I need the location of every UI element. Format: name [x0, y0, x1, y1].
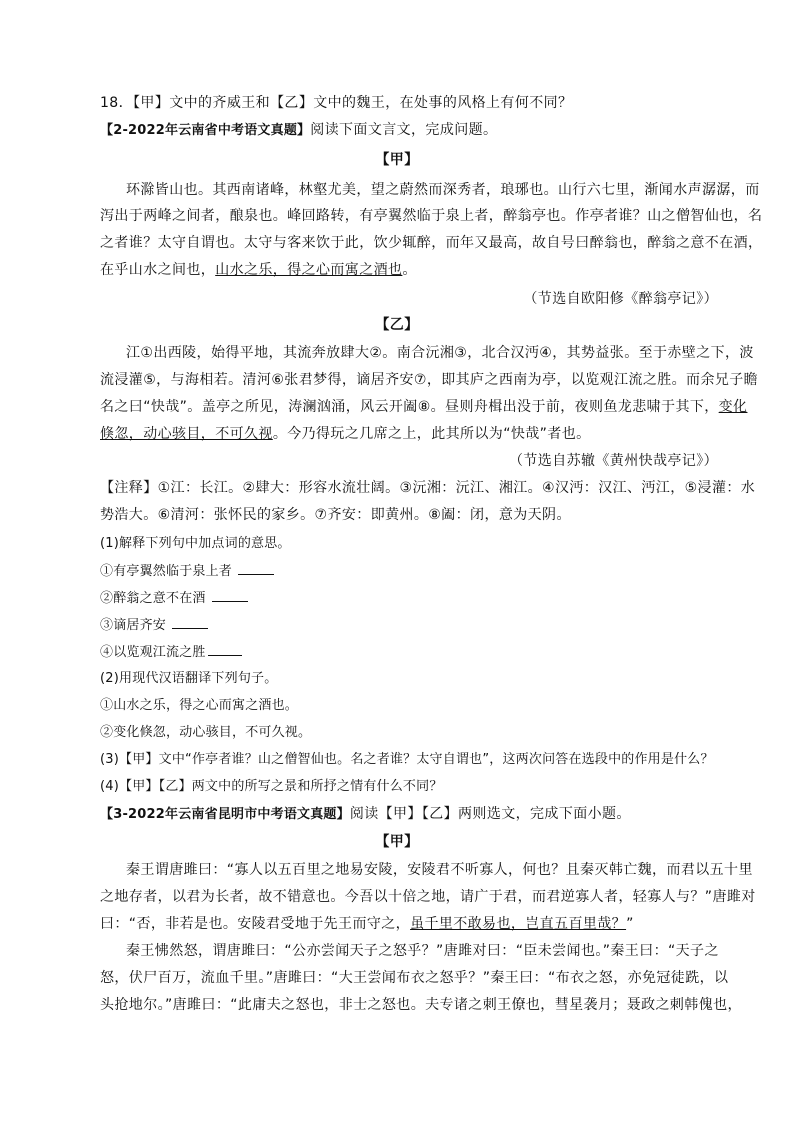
- yi-underlined-end: 倏忽，动心骇目，不可久视: [100, 426, 273, 442]
- yi-line-4-post: 。今乃得玩之几席之上，此其所以为“快哉”者也。: [272, 426, 591, 442]
- answer-blank[interactable]: [212, 589, 248, 602]
- section-3-header: [100, 805, 720, 824]
- notes-line-2: 势浩大。⑥清河：张怀民的家乡。⑦齐安：即黄州。⑧阖：闭，意为天阴。: [100, 507, 571, 523]
- p1-underlined-sentence: 虽千里不敢易也，岂直五百里哉？: [410, 916, 627, 932]
- subquestion-2-item-1: ①山水之乐，得之心而寓之酒也。: [100, 698, 299, 713]
- item-text: ③谪居齐安: [100, 618, 167, 633]
- jia-title-3: 【甲】: [375, 834, 419, 850]
- item-text: ④以览观江流之胜: [100, 645, 206, 660]
- jia-line-2: 泻出于两峰之间者，酿泉也。峰回路转，有亭翼然临于泉上者，醉翁亭也。作亭者谁？山之僧智仙也，名: [100, 208, 763, 224]
- subquestion-1: (1)解释下列句中加点词的意思。: [100, 536, 291, 551]
- item-text: ①有亭翼然临于泉上者: [100, 564, 233, 579]
- subquestion-3: (3)【甲】文中“作亭者谁？山之僧智仙也。名之者谁？太守自谓也”，这两次问答在选段中的作用是什么？: [100, 752, 714, 767]
- jia-line-4: [100, 261, 720, 279]
- section-3-instruction: 阅读【甲】【乙】两则选文，完成下面小题。: [349, 806, 631, 822]
- p1-line-3-pre: 曰：“否，非若是也。安陵君受地于先王而守之，: [100, 916, 411, 932]
- subquestion-1-item-2: [100, 589, 720, 608]
- jia-line-1: 环滁皆山也。其西南诸峰，林壑尤美，望之蔚然而深秀者，琅琊也。山行六七里，渐闻水声潺潺，而: [126, 182, 760, 198]
- jia-title-2: 【甲】: [375, 152, 419, 168]
- jia-underlined-sentence: 山水之乐，得之心而寓之酒也: [215, 262, 403, 278]
- yi-line-3: [100, 398, 748, 416]
- p1-line-2: 之地存者，以君为长者，故不错意也。今吾以十倍之地，请广于君，而君逆寡人者，轻寡人与？”唐雎对: [100, 889, 756, 905]
- item-text: ②醉翁之意不在酒: [100, 591, 206, 606]
- answer-blank[interactable]: [208, 643, 242, 656]
- yi-line-2: 流浸灌⑤，与海相若。清河⑥张君梦得，谪居齐安⑦，即其庐之西南为亭，以览观江流之胜。而余兄子瞻: [100, 372, 759, 388]
- section-2-header: [100, 121, 720, 140]
- yi-title: 【乙】: [375, 317, 419, 333]
- yi-underlined-start: 变化: [718, 399, 748, 415]
- notes-line-1: 【注释】①江：长江。②肆大：形容水流壮阔。③沅湘：沅江、湘江。④汉沔：汉江、沔江，⑤浸灌：水: [100, 480, 756, 496]
- subquestion-1-item-3: [100, 616, 720, 635]
- question-18: 18．【甲】文中的齐威王和【乙】文中的魏王，在处事的风格上有何不同？: [100, 95, 573, 111]
- yi-source: （节选自苏辙《黄州快哉亭记》）: [509, 453, 718, 469]
- section-2-tag: 【2-2022年云南省中考语文真题】: [100, 123, 311, 138]
- subquestion-2-item-2: ②变化倏忽，动心骇目，不可久视。: [100, 725, 312, 740]
- subquestion-1-item-4: [100, 643, 720, 662]
- subquestion-2: (2)用现代汉语翻译下列句子。: [100, 671, 278, 686]
- yi-line-3-pre: 名之曰“快哉”。盖亭之所见，涛澜汹涌，风云开阖⑧。昼则舟楫出没于前，夜则鱼龙悲啸于其下，: [100, 399, 719, 415]
- answer-blank[interactable]: [238, 562, 274, 575]
- jia-source: （节选自欧阳修《醉翁亭记》）: [523, 291, 718, 307]
- yi-line-1: 江①出西陵，始得平地，其流奔放肆大②。南合沅湘③，北合汉沔④，其势益张。至于赤壁之下，波: [126, 345, 754, 361]
- p1-line-3: [100, 915, 720, 933]
- jia-line-3: 之者谁？太守自谓也。太守与客来饮于此，饮少辄醉，而年又最高，故自号曰醉翁也，醉翁之意不在酒，: [100, 235, 763, 251]
- p1-line-3-post: ”: [626, 916, 634, 932]
- p2-line-2: 怒，伏尸百万，流血千里。”唐雎曰：“大王尝闻布衣之怒乎？”秦王曰：“布衣之怒，亦免冠徒跣，以: [100, 970, 729, 986]
- p1-line-1: 秦王谓唐雎曰：“寡人以五百里之地易安陵，安陵君不听寡人，何也？且秦灭韩亡魏，而君以五十里: [126, 862, 753, 878]
- jia-line-4-post: 。: [402, 262, 417, 278]
- subquestion-4: (4)【甲】【乙】两文中的所写之景和所抒之情有什么不同？: [100, 779, 443, 794]
- jia-line-4-pre: 在乎山水之间也，: [100, 262, 216, 278]
- yi-line-4: [100, 425, 720, 443]
- subquestion-1-item-1: [100, 562, 720, 581]
- answer-blank[interactable]: [172, 616, 208, 629]
- section-2-instruction: 阅读下面文言文，完成问题。: [310, 122, 498, 138]
- p2-line-1: 秦王怫然怒，谓唐雎曰：“公亦尝闻天子之怒乎？”唐雎对曰：“臣未尝闻也。”秦王曰：“天子之: [126, 943, 719, 959]
- p2-line-3: 头抢地尔。”唐雎曰：“此庸夫之怒也，非士之怒也。夫专诸之刺王僚也，彗星袭月；聂政之刺韩傀也，: [100, 997, 742, 1013]
- section-3-tag: 【3-2022年云南省昆明市中考语文真题】: [100, 807, 350, 822]
